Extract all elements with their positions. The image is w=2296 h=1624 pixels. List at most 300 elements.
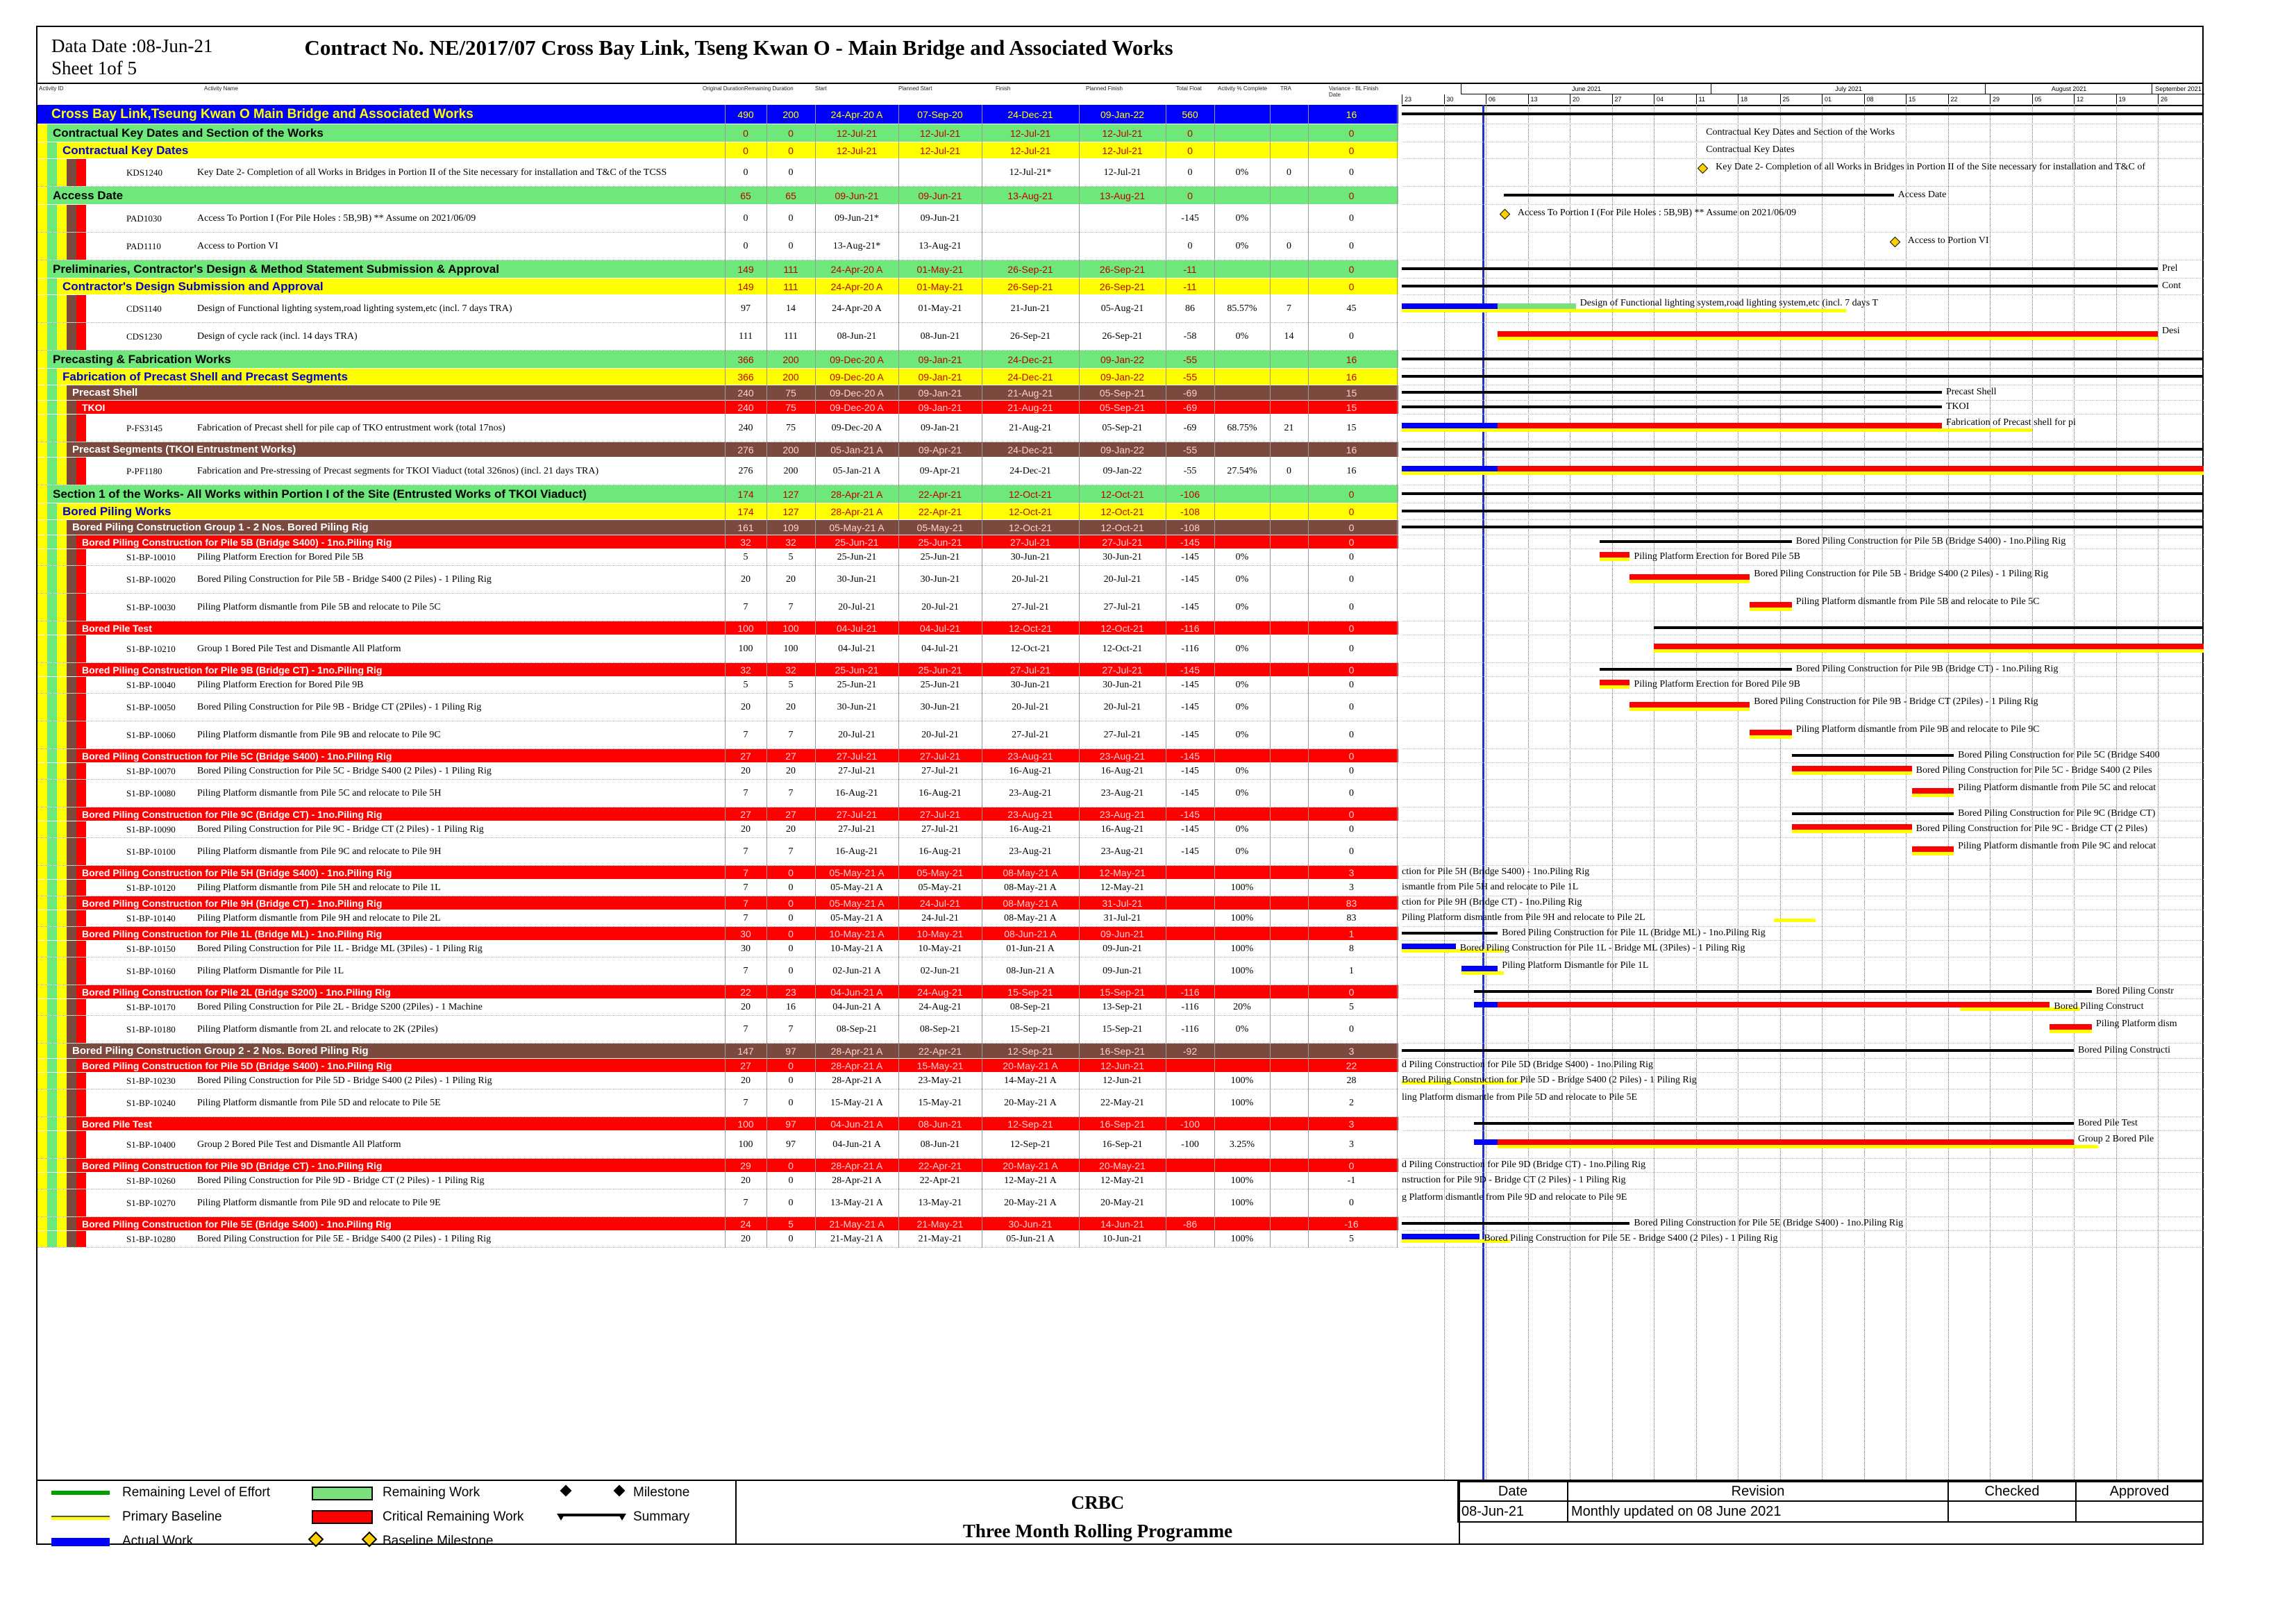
wbs-row-wbs5[interactable] [37, 1117, 1398, 1131]
summary-bar[interactable] [1504, 194, 1894, 196]
wbs-row-wbs5[interactable] [37, 1059, 1398, 1073]
wbs-start: 25-Jun-21 [835, 536, 879, 548]
wbs-row-wbs5[interactable] [37, 535, 1398, 549]
wbs-indent-band [76, 323, 86, 350]
activity-row[interactable] [37, 1089, 1398, 1117]
legend-milestone: Milestone [633, 1485, 690, 1500]
wbs-var: 15 [1346, 387, 1357, 399]
gantt-bar-label: Bored Piling Construction for Pile 9C - Bridge CT (2 Piles) [1916, 823, 2148, 834]
activity-row[interactable] [37, 549, 1398, 566]
wbs-row-wbs5[interactable] [37, 866, 1398, 880]
actual-work-bar[interactable] [1402, 466, 1498, 471]
remaining-work-bar[interactable] [1600, 552, 1629, 558]
activity-var: 0 [1349, 765, 1354, 776]
activity-row[interactable] [37, 1131, 1398, 1159]
wbs-row-wbs3[interactable] [37, 278, 1398, 295]
activity-row[interactable] [37, 1189, 1398, 1217]
baseline-bar[interactable] [1792, 771, 1912, 775]
wbs-name: Bored Piling Construction for Pile 5E (Bridge S400) - 1no.Piling Rig [82, 1218, 392, 1230]
wbs-indent-band [47, 549, 57, 565]
wbs-name: Cross Bay Link,Tseung Kwan O Main Bridge and Associated Works [51, 106, 474, 122]
remaining-work-bar[interactable] [1498, 331, 2158, 337]
wbs-indent-band [67, 401, 76, 414]
remaining-work-bar[interactable] [1498, 466, 2204, 471]
activity-pfinish: 10-Jun-21 [1103, 1233, 1142, 1244]
rev-checked [1947, 1500, 2077, 1523]
summary-bar[interactable] [1402, 1049, 2074, 1052]
wbs-indent-band [76, 694, 86, 721]
wbs-indent-band [67, 749, 76, 762]
wbs-row-wbs5[interactable] [37, 807, 1398, 821]
activity-tra [1270, 763, 1308, 779]
wbs-rd: 32 [785, 536, 796, 548]
activity-id: PAD1110 [126, 240, 161, 251]
wbs-finish: 27-Jul-21 [1009, 536, 1051, 548]
activity-row[interactable] [37, 721, 1398, 749]
gantt-row-separator [1402, 414, 2204, 415]
baseline-bar[interactable] [1461, 971, 1504, 975]
activity-od: 7 [743, 912, 748, 923]
activity-finish: 12-Jul-21* [1009, 167, 1052, 178]
activity-pstart: 16-Aug-21 [919, 846, 962, 857]
wbs-indent-band [47, 957, 57, 985]
baseline-bar[interactable] [1750, 735, 1792, 739]
baseline-bar[interactable] [1912, 852, 1954, 855]
wbs-indent-band [57, 1231, 67, 1247]
wbs-pct [1214, 369, 1270, 385]
activity-pstart: 27-Jul-21 [921, 823, 959, 835]
wbs-tf [1166, 927, 1214, 940]
actual-work-bar[interactable] [1402, 423, 1498, 428]
gantt-chart [1402, 105, 2204, 1480]
baseline-bar[interactable] [1402, 428, 2032, 432]
wbs-indent-band [47, 205, 57, 232]
activity-rd: 0 [788, 167, 794, 178]
wbs-pfinish: 09-Jun-21 [1100, 928, 1145, 939]
actual-work-bar[interactable] [1402, 303, 1498, 309]
activity-row[interactable] [37, 1173, 1398, 1189]
remaining-work-bar[interactable] [1792, 766, 1912, 771]
activity-finish: 21-Aug-21 [1009, 422, 1052, 433]
gantt-bar-label: Access Date [1897, 190, 1947, 200]
baseline-bar[interactable] [1629, 580, 1750, 583]
wbs-pstart: 09-Jan-21 [918, 387, 962, 399]
wbs-row-wbs5[interactable] [37, 927, 1398, 941]
wbs-indent-band [67, 594, 76, 621]
wbs-indent-band [67, 159, 76, 186]
summary-bar[interactable] [1600, 540, 1792, 543]
wbs-finish: 08-Jun-21 A [1004, 928, 1057, 939]
wbs-row-wbs4[interactable] [37, 1044, 1398, 1059]
activity-pstart: 27-Jul-21 [921, 765, 959, 776]
activity-finish: 27-Jul-21 [1012, 601, 1049, 612]
gantt-row-separator [1402, 593, 2204, 594]
wbs-indent-band [76, 1189, 86, 1216]
wbs-pstart: 01-May-21 [916, 281, 964, 292]
remaining-work-bar[interactable] [2050, 1024, 2092, 1030]
activity-row[interactable] [37, 941, 1398, 957]
activity-pct: 85.57% [1227, 303, 1257, 314]
remaining-work-bar[interactable] [1629, 574, 1750, 580]
activity-row[interactable] [37, 880, 1398, 896]
gantt-row-separator [1402, 779, 2204, 780]
wbs-pfinish: 20-May-21 [1099, 1160, 1146, 1171]
activity-tra [1270, 780, 1308, 807]
activity-row[interactable] [37, 821, 1398, 838]
gantt-row-separator [1402, 926, 2204, 927]
wbs-indent-band [57, 1089, 67, 1116]
wbs-pstart: 09-Apr-21 [918, 444, 962, 455]
wbs-row-wbs3[interactable] [37, 503, 1398, 520]
wbs-start: 27-Jul-21 [836, 750, 878, 762]
activity-tra [1270, 1131, 1308, 1158]
activity-name: Access to Portion VI [197, 240, 278, 251]
activity-row[interactable] [37, 838, 1398, 866]
activity-tra: 14 [1284, 330, 1294, 342]
wbs-name: Contractor's Design Submission and Approval [62, 279, 324, 293]
wbs-row-wbs3[interactable] [37, 142, 1398, 159]
wbs-row-wbs3[interactable] [37, 369, 1398, 385]
legend-remaining-work: Remaining Work [383, 1485, 480, 1500]
activity-od: 20 [741, 1175, 751, 1186]
activity-od: 100 [738, 1139, 753, 1150]
baseline-bar[interactable] [1402, 471, 2204, 475]
summary-bar[interactable] [1402, 285, 2158, 287]
activity-pct: 100% [1230, 943, 1254, 954]
timescale-week: 30 [1444, 94, 1486, 104]
gantt-bar-label: Piling Platform Erection for Bored Pile 9B [1634, 679, 1800, 689]
baseline-bar[interactable] [1600, 685, 1629, 689]
remaining-work-bar[interactable] [1600, 680, 1629, 685]
baseline-bar[interactable] [1498, 337, 2158, 340]
activity-row[interactable] [37, 957, 1398, 985]
wbs-od: 240 [737, 387, 754, 399]
summary-bar[interactable] [1402, 932, 1498, 935]
wbs-od: 27 [740, 1060, 751, 1071]
summary-bar[interactable] [1402, 375, 2204, 378]
remaining-work-bar[interactable] [1912, 846, 1954, 852]
remaining-work-bar[interactable] [1629, 702, 1750, 708]
baseline-bar[interactable] [1629, 708, 1750, 711]
activity-var: 0 [1349, 823, 1354, 835]
wbs-indent-band [57, 1044, 67, 1058]
remaining-work-bar[interactable] [1498, 303, 1575, 309]
wbs-row-wbs5[interactable] [37, 1217, 1398, 1231]
wbs-row-wbs2[interactable] [37, 260, 1398, 278]
gantt-bar-label: Bored Pile Test [2078, 1118, 2138, 1128]
activity-pstart: 20-Jul-21 [921, 601, 959, 612]
wbs-pct [1214, 485, 1270, 503]
activity-pstart: 04-Jul-21 [921, 643, 959, 654]
summary-bar[interactable] [1402, 448, 2204, 451]
wbs-tf: -55 [1182, 353, 1198, 365]
wbs-pstart: 08-Jun-21 [918, 1118, 962, 1130]
summary-bar[interactable] [1474, 1122, 2074, 1125]
wbs-tra [1270, 621, 1308, 635]
activity-tra [1270, 1189, 1308, 1216]
gantt-bar-label: ismantle from Pile 5H and relocate to Pile 1L [1402, 882, 1579, 892]
activity-row[interactable] [37, 233, 1398, 260]
gantt-bar-label: Bored Piling Construction for Pile 5D - Bridge S400 (2 Piles) - 1 Piling Rig [1402, 1075, 1697, 1085]
baseline-bar[interactable] [1792, 830, 1912, 833]
baseline-bar[interactable] [1912, 794, 1954, 797]
wbs-indent-band [47, 1173, 57, 1189]
wbs-indent-band [37, 749, 47, 762]
activity-finish: 01-Jun-21 A [1006, 943, 1055, 954]
activity-tra [1270, 677, 1308, 693]
summary-bar[interactable] [1402, 510, 2204, 512]
activity-row[interactable] [37, 594, 1398, 621]
wbs-start: 24-Apr-20 A [830, 263, 883, 275]
activity-row[interactable] [37, 566, 1398, 594]
activity-row[interactable] [37, 415, 1398, 442]
actual-work-bar[interactable] [1474, 1139, 1498, 1145]
activity-name: Fabrication and Pre-stressing of Precast segments for TKOI Viaduct (total 326nos) (incl. 21 days TRA) [197, 465, 599, 476]
gantt-bar-label: Contractual Key Dates [1706, 144, 1795, 155]
wbs-od: 32 [740, 536, 751, 548]
baseline-bar[interactable] [1774, 919, 1816, 922]
wbs-tra [1270, 535, 1308, 549]
activity-row[interactable] [37, 694, 1398, 721]
gantt-row-separator [1402, 1116, 2204, 1117]
baseline-bar[interactable] [1750, 608, 1792, 611]
summary-bar[interactable] [1792, 812, 1954, 815]
activity-name: Group 2 Bored Pile Test and Dismantle All Platform [197, 1139, 401, 1150]
wbs-finish: 12-Sep-21 [1007, 1118, 1053, 1130]
activity-finish: 30-Jun-21 [1010, 551, 1050, 562]
baseline-bar[interactable] [2050, 1030, 2092, 1033]
wbs-row-wbs1[interactable] [37, 105, 1398, 124]
remaining-work-bar[interactable] [1498, 1002, 2050, 1007]
activity-id: S1-BP-10210 [126, 643, 176, 654]
wbs-rd: 0 [788, 127, 794, 139]
activity-pstart: 05-May-21 [918, 882, 962, 893]
activity-finish: 08-May-21 A [1004, 882, 1057, 893]
activity-pfinish: 12-Oct-21 [1102, 643, 1143, 654]
actual-work-bar[interactable] [1402, 1234, 1480, 1239]
activity-row[interactable] [37, 205, 1398, 233]
activity-pct: 100% [1230, 1233, 1254, 1244]
wbs-rd: 97 [785, 1118, 796, 1130]
wbs-tf: -92 [1182, 1045, 1198, 1057]
baseline-bar[interactable] [1600, 558, 1629, 561]
baseline-milestone-icon[interactable] [1698, 163, 1709, 174]
legend-critical-remaining-work: Critical Remaining Work [383, 1509, 524, 1524]
wbs-indent-band [47, 1016, 57, 1043]
wbs-pstart: 21-May-21 [916, 1218, 964, 1230]
gantt-bar-label: Piling Platform Dismantle for Pile 1L [1502, 960, 1649, 971]
activity-name: Piling Platform Erection for Bored Pile 9B [197, 679, 364, 690]
activity-var: 0 [1349, 601, 1354, 612]
remaining-work-bar[interactable] [1792, 824, 1912, 830]
activity-row[interactable] [37, 780, 1398, 807]
wbs-row-wbs2[interactable] [37, 124, 1398, 142]
activity-row[interactable] [37, 159, 1398, 187]
activity-od: 7 [743, 601, 748, 612]
actual-work-bar[interactable] [1474, 1002, 1498, 1007]
remaining-work-bar[interactable] [1498, 423, 1942, 428]
activity-pct: 0% [1235, 574, 1249, 585]
wbs-od: 366 [737, 371, 754, 383]
gantt-bar-label: Piling Platform dism [2095, 1019, 2177, 1029]
activity-row[interactable] [37, 323, 1398, 351]
timescale-week: 26 [2158, 94, 2200, 104]
wbs-pstart: 09-Jan-21 [918, 353, 962, 365]
activity-pct: 100% [1230, 965, 1254, 976]
baseline-bar[interactable] [1498, 1145, 2097, 1148]
summary-bar[interactable] [1402, 1222, 1629, 1225]
wbs-row-wbs5[interactable] [37, 1159, 1398, 1173]
summary-bar[interactable] [1402, 267, 2158, 270]
gantt-row-separator [1402, 879, 2204, 880]
wbs-indent-band [67, 1189, 76, 1216]
wbs-rd: 0 [788, 867, 794, 878]
timescale-week: 05 [2032, 94, 2075, 104]
activity-pfinish: 09-Jun-21 [1103, 943, 1142, 954]
summary-bar[interactable] [1654, 626, 2204, 629]
activity-pfinish: 30-Jun-21 [1103, 551, 1142, 562]
wbs-row-wbs4[interactable] [37, 442, 1398, 458]
activity-row[interactable] [37, 1016, 1398, 1044]
activity-finish [982, 233, 1079, 260]
wbs-indent-band [57, 535, 67, 549]
activity-row[interactable] [37, 458, 1398, 485]
activity-row[interactable] [37, 295, 1398, 323]
wbs-finish: 24-Dec-21 [1007, 444, 1053, 455]
wbs-row-wbs5[interactable] [37, 749, 1398, 763]
gantt-row-separator [1402, 676, 2204, 677]
wbs-row-wbs5[interactable] [37, 985, 1398, 999]
wbs-indent-band [47, 927, 57, 940]
remaining-work-bar[interactable] [1750, 730, 1792, 735]
wbs-indent-band [47, 458, 57, 485]
activity-pfinish: 23-Aug-21 [1100, 846, 1144, 857]
summary-bar[interactable] [1402, 112, 2204, 115]
wbs-start: 21-May-21 A [829, 1218, 885, 1230]
wbs-indent-band [76, 763, 86, 779]
wbs-row-wbs2[interactable] [37, 485, 1398, 503]
activity-row[interactable] [37, 763, 1398, 780]
activity-rd: 7 [788, 729, 794, 740]
wbs-od: 30 [740, 928, 751, 939]
baseline-bar[interactable] [1654, 649, 2204, 653]
activity-row[interactable] [37, 910, 1398, 927]
wbs-row-wbs4[interactable] [37, 385, 1398, 401]
timescale-week: 08 [1864, 94, 1907, 104]
activity-var: 15 [1346, 422, 1357, 433]
wbs-row-wbs5[interactable] [37, 896, 1398, 910]
wbs-pfinish: 13-Aug-21 [1099, 190, 1146, 201]
remaining-work-bar[interactable] [1654, 644, 2204, 649]
wbs-indent-band [67, 780, 76, 807]
activity-od: 7 [743, 1023, 748, 1035]
column-header: TRA [1280, 85, 1291, 92]
activity-tf: -145 [1181, 823, 1199, 835]
gantt-row-separator [1402, 748, 2204, 749]
remaining-work-bar[interactable] [1750, 602, 1792, 608]
activity-row[interactable] [37, 1231, 1398, 1248]
summary-bar[interactable] [1402, 391, 1942, 394]
activity-start: 10-May-21 A [830, 943, 883, 954]
wbs-indent-band [57, 295, 67, 322]
wbs-rd: 0 [788, 928, 794, 939]
wbs-indent-band [57, 205, 67, 232]
wbs-row-wbs5[interactable] [37, 621, 1398, 635]
actual-work-bar[interactable] [1461, 966, 1498, 971]
activity-name: Piling Platform dismantle from Pile 5B and relocate to Pile 5C [197, 601, 441, 612]
activity-od: 97 [741, 303, 751, 314]
wbs-pct [1214, 807, 1270, 821]
activity-id: S1-BP-10400 [126, 1139, 176, 1150]
timescale-week: 22 [1948, 94, 1991, 104]
wbs-start: 28-Apr-21 A [830, 1045, 883, 1057]
activity-name: Bored Piling Construction for Pile 9B - Bridge CT (2Piles) - 1 Piling Rig [197, 701, 482, 712]
activity-var: 0 [1349, 679, 1354, 690]
wbs-tra [1270, 142, 1308, 158]
wbs-tf [1166, 866, 1214, 879]
summary-bar[interactable] [1600, 668, 1792, 671]
wbs-indent-band [47, 415, 57, 442]
wbs-row-wbs2[interactable] [37, 351, 1398, 369]
summary-bar[interactable] [1402, 526, 2204, 528]
remaining-work-bar[interactable] [1912, 788, 1954, 794]
summary-bar[interactable] [1402, 405, 1942, 408]
activity-var: 45 [1346, 303, 1357, 314]
wbs-pstart: 10-May-21 [916, 928, 964, 939]
wbs-row-wbs4[interactable] [37, 520, 1398, 535]
activity-pfinish: 16-Aug-21 [1100, 765, 1144, 776]
wbs-pct [1214, 187, 1270, 204]
remaining-work-bar[interactable] [1498, 1139, 2074, 1145]
activity-row[interactable] [37, 677, 1398, 694]
gantt-row-separator [1402, 1158, 2204, 1159]
wbs-indent-band [37, 866, 47, 879]
wbs-name: Bored Piling Construction for Pile 2L (Bridge S200) - 1no.Piling Rig [82, 986, 391, 998]
activity-pstart: 22-Apr-21 [919, 1175, 961, 1186]
wbs-row-wbs2[interactable] [37, 187, 1398, 205]
wbs-name: Fabrication of Precast Shell and Precast Segments [62, 369, 348, 383]
activity-row[interactable] [37, 635, 1398, 663]
wbs-row-wbs5[interactable] [37, 401, 1398, 415]
activity-id: S1-BP-10240 [126, 1097, 176, 1108]
wbs-row-wbs5[interactable] [37, 663, 1398, 677]
summary-bar[interactable] [1402, 358, 2204, 360]
wbs-name: Bored Piling Construction for Pile 9B (Bridge CT) - 1no.Piling Rig [82, 664, 383, 676]
activity-od: 111 [739, 330, 753, 342]
activity-id: S1-BP-10160 [126, 965, 176, 976]
activity-row[interactable] [37, 1073, 1398, 1089]
activity-start: 25-Jun-21 [837, 551, 877, 562]
wbs-pstart: 12-Jul-21 [919, 144, 961, 156]
activity-row[interactable] [37, 999, 1398, 1016]
wbs-name: TKOI [82, 401, 106, 413]
summary-bar[interactable] [1402, 492, 2204, 495]
baseline-milestone-icon[interactable] [1889, 237, 1900, 248]
wbs-tra [1270, 985, 1308, 998]
baseline-bar[interactable] [1402, 309, 1846, 312]
wbs-indent-band [37, 1117, 47, 1130]
actual-work-bar[interactable] [1402, 944, 1456, 949]
wbs-indent-band [76, 957, 86, 985]
activity-var: 0 [1349, 212, 1354, 224]
baseline-milestone-icon[interactable] [1500, 209, 1511, 220]
summary-bar[interactable] [1792, 754, 1954, 757]
gantt-row-separator [1402, 322, 2204, 323]
gantt-bar-label: Bored Piling Construct [2054, 1001, 2144, 1012]
wbs-indent-band [57, 415, 67, 442]
wbs-pct [1214, 385, 1270, 400]
summary-bar[interactable] [1474, 990, 2092, 993]
